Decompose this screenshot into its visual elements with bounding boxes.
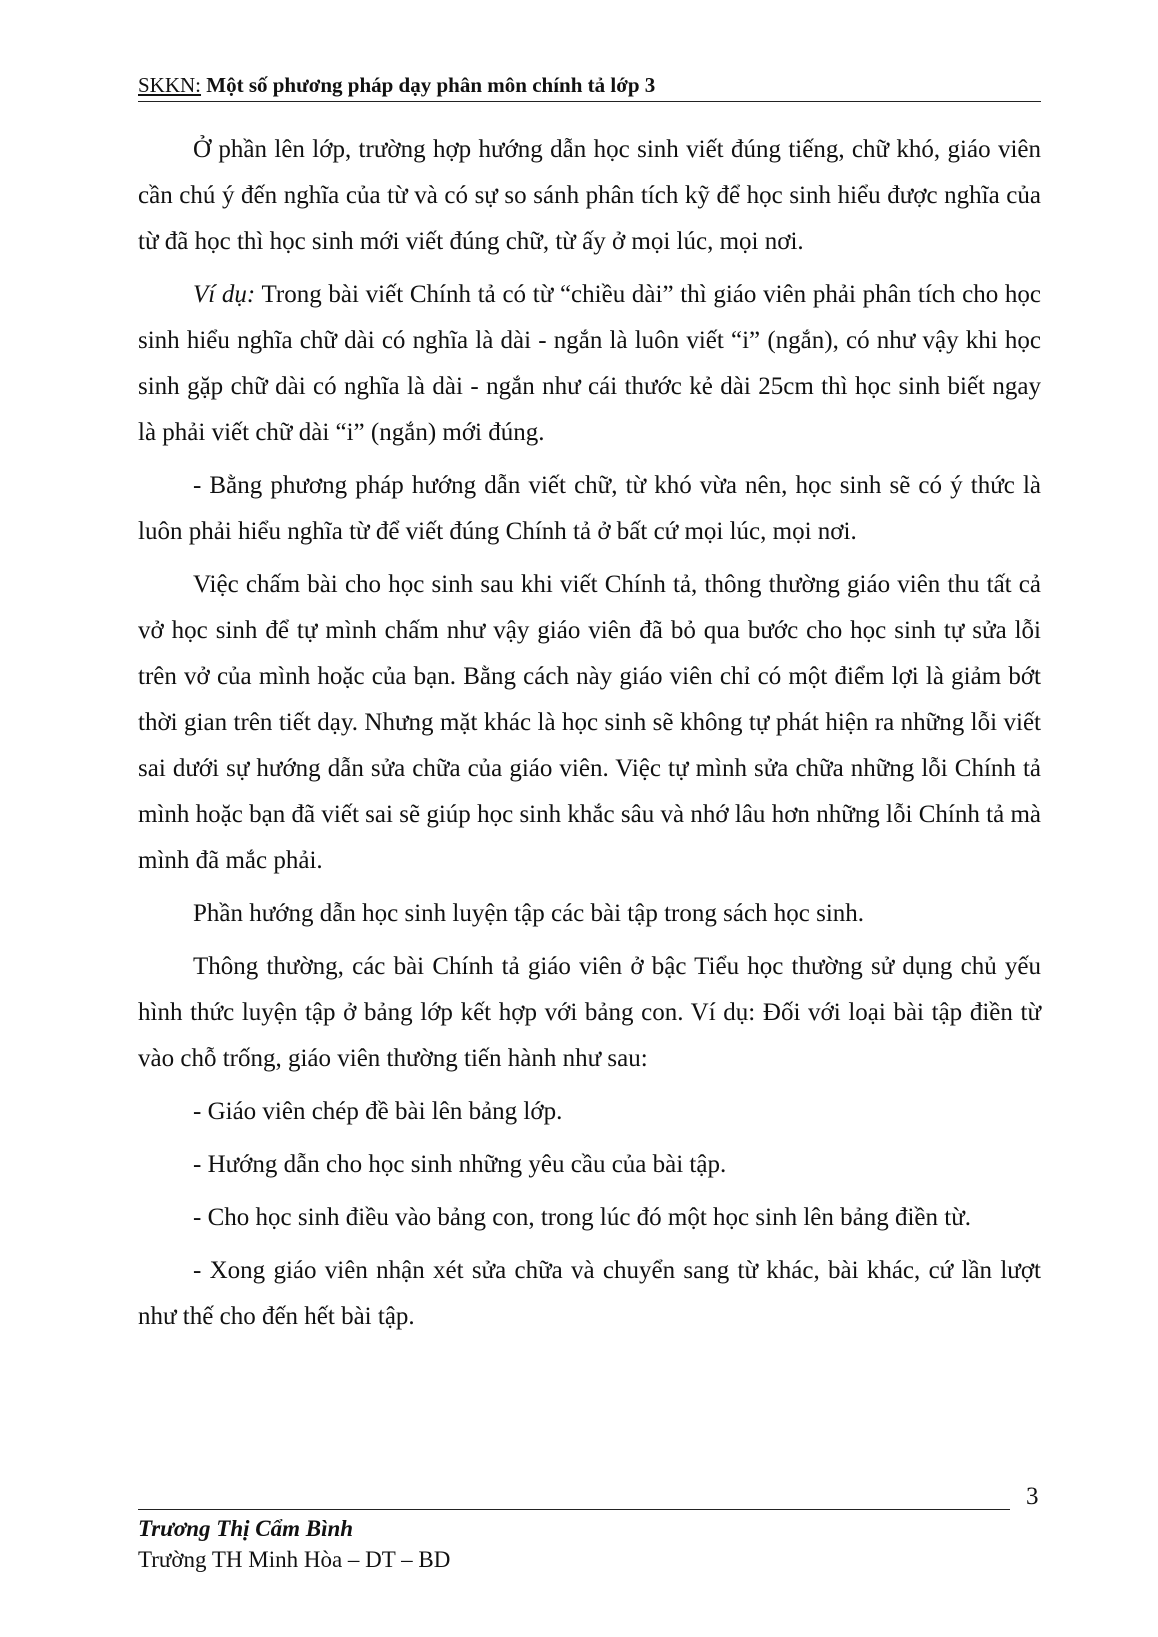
footer-divider xyxy=(138,1509,1010,1510)
paragraph-6: Thông thường, các bài Chính tả giáo viên ở bậc Tiểu học thường sử dụng chủ yếu hình thức luyện tập ở bảng lớp kết hợp với bảng con. Ví dụ: Đối với loại bài tập điền từ vào chỗ trống, giáo viên thường tiến hành như sau: xyxy=(138,953,1041,1072)
list-item-3: - Cho học sinh điều vào bảng con, trong lúc đó một học sinh lên bảng điền từ. xyxy=(193,1204,972,1231)
paragraph-4: Việc chấm bài cho học sinh sau khi viết Chính tả, thông thường giáo viên thu tất cả vở học sinh để tự mình chấm như vậy giáo viên đã bỏ qua bước cho học sinh tự sửa lỗi trên vở của mình hoặc của bạn. Bằng cách này giáo viên chỉ có một điểm lợi là giảm bớt thời gian trên tiết dạy. Nhưng mặt khác là học sinh sẽ không tự phát hiện ra những lỗi viết sai dưới sự hướng dẫn sửa chữa của giáo viên. Việc tự mình sửa chữa những lỗi Chính tả mình hoặc bạn đã viết sai sẽ giúp học sinh khắc sâu và nhớ lâu hơn những lỗi Chính tả mà mình đã mắc phải. xyxy=(138,571,1041,874)
list-item-1: - Giáo viên chép đề bài lên bảng lớp. xyxy=(193,1098,563,1125)
paragraph-1: Ở phần lên lớp, trường hợp hướng dẫn học sinh viết đúng tiếng, chữ khó, giáo viên cần chú ý đến nghĩa của từ và có sự so sánh phân tích kỹ để học sinh hiểu được nghĩa của từ đã học thì học sinh mới viết đúng chữ, từ ấy ở mọi lúc, mọi nơi. xyxy=(138,136,1041,255)
paragraph-3: - Bằng phương pháp hướng dẫn viết chữ, từ khó vừa nên, học sinh sẽ có ý thức là luôn phải hiểu nghĩa từ để viết đúng Chính tả ở bất cứ mọi lúc, mọi nơi. xyxy=(138,472,1041,545)
footer-author: Trương Thị Cẩm Bình xyxy=(138,1516,354,1541)
document-body xyxy=(138,127,1041,1347)
page-number: 3 xyxy=(1026,1483,1039,1510)
list-item-4: - Xong giáo viên nhận xét sửa chữa và chuyển sang từ khác, bài khác, cứ lần lượt như thế cho đến hết bài tập. xyxy=(138,1257,1041,1330)
header-title: Một số phương pháp dạy phân môn chính tả lớp 3 xyxy=(206,73,656,97)
footer-school: Trường TH Minh Hòa – DT – BD xyxy=(138,1547,451,1572)
paragraph-5: Phần hướng dẫn học sinh luyện tập các bài tập trong sách học sinh. xyxy=(193,900,865,927)
list-item-2: - Hướng dẫn cho học sinh những yêu cầu của bài tập. xyxy=(193,1151,727,1178)
paragraph-2 xyxy=(138,272,1041,456)
example-label: Ví dụ: xyxy=(193,281,256,308)
page-header xyxy=(138,72,1041,102)
example-text: Trong bài viết Chính tả có từ “chiều dài” thì giáo viên phải phân tích cho học sinh hiểu nghĩa chữ dài có nghĩa là dài - ngắn là luôn viết “i” (ngắn), có như vậy khi học sinh gặp chữ dài có nghĩa là dài - ngắn như cái thước kẻ dài 25cm thì học sinh biết ngay là phải viết chữ dài “i” (ngắn) mới đúng. xyxy=(138,281,1041,446)
header-prefix: SKKN: xyxy=(138,73,202,97)
